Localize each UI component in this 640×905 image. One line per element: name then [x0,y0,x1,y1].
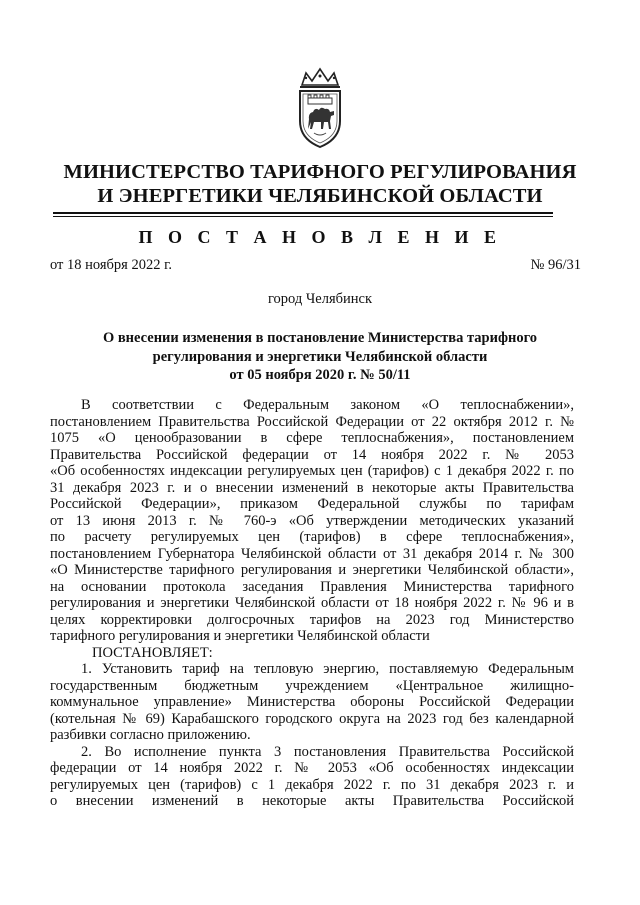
ministry-name-line-1: МИНИСТЕРСТВО ТАРИФНОГО РЕГУЛИРОВАНИЯ [63,161,577,183]
coat-of-arms-icon [294,67,346,149]
body-line: от 13 июня 2013 г. № 760-э «Об утверждении методических указаний [50,512,574,529]
body-line: «Об особенностях индексации регулируемых цен (тарифов) с 1 декабря 2022 г. по [50,463,574,479]
body-line: «О Министерстве тарифного регулирования и энергетики Челябинской области», [50,562,574,578]
header-rule [53,212,553,214]
ministry-name-line-2: И ЭНЕРГЕТИКИ ЧЕЛЯБИНСКОЙ ОБЛАСТИ [97,185,543,207]
body-line: 1075 «О ценообразовании в сфере теплоснабжения», постановлением [50,430,574,446]
body-line: государственным бюджетным учреждением «Центральное жилищно- [50,677,574,694]
body-line: коммунальное управление» Министерства обороны Российской Федерации [50,694,574,710]
body-line: тарифного регулирования и энергетики Челябинской области [50,628,430,644]
body-line: (котельная № 69) Карабашского городского округа на 2023 год без календарной [50,710,574,727]
subject-line-2: регулирования и энергетики Челябинской области [152,348,488,365]
ministry-name [40,160,600,208]
decree-word: ПОСТАНОВЛЯЕТ: [92,644,213,661]
subject-line-3: от 05 ноября 2020 г. № 50/11 [229,367,411,383]
document-city: город Челябинск [267,291,373,307]
body-line: регулируемых цен (тарифов) с 1 декабря 2022 г. по 31 декабря 2023 г. и [50,776,574,793]
body-line: разбивки согласно приложению. [50,727,251,743]
body-line: 31 декабря 2023 г. и о внесении изменений в некоторые акты Правительства [50,479,574,496]
document-date: от 18 ноября 2022 г. [50,257,173,273]
body-line: регулирования и энергетики Челябинской области от 18 ноября 2022 г. № 96 и в [50,595,574,611]
body-line: федерации от 14 ноября 2022 г. № 2053 «Об особенностях индексации [50,760,574,776]
document-number: № 96/31 [530,257,581,273]
body-line: 2. Во исполнение пункта 3 постановления Правительства Российской [81,743,574,760]
body-line: 1. Установить тариф на тепловую энергию, поставляемую Федеральным [81,661,574,677]
document-type-title: П О С Т А Н О В Л Е Н И Е [138,227,502,247]
subject-line-1: О внесении изменения в постановление Министерства тарифного [102,330,538,346]
document-body [50,397,574,810]
body-line: Российской Федерации», приказом Федеральной службы по тарифам [50,496,574,512]
body-line: на основании протокола заседания Правления Министерства тарифного [50,578,574,595]
body-line: В соответствии с Федеральным законом «О теплоснабжении», [81,397,574,413]
body-line: постановлением Губернатора Челябинской области от 31 декабря 2014 г. № 300 [50,545,574,562]
body-line: о внесении изменений в некоторые акты Правительства Российской [50,793,574,809]
header-rule-thin [53,216,553,217]
body-line: целях корректировки долгосрочных тарифов на 2023 год Министерство [50,611,574,628]
body-line: Правительства Российской федерации от 14 ноября 2022 г. № 2053 [50,446,574,463]
document-subject [60,329,580,385]
body-line: по расчету регулируемых цен (тарифов) в сфере теплоснабжения», [50,529,574,545]
body-line: постановлением Правительства Российской Федерации от 22 октября 2012 г. № [50,413,574,430]
